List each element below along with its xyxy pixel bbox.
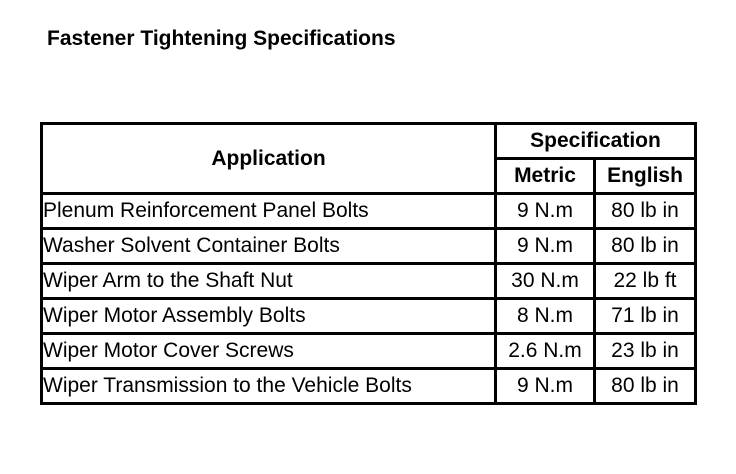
- metric-cell: 2.6 N.m: [496, 334, 595, 369]
- metric-cell: 9 N.m: [496, 229, 595, 264]
- metric-cell: 30 N.m: [496, 264, 595, 299]
- application-cell: Washer Solvent Container Bolts: [42, 229, 496, 264]
- application-cell: Wiper Arm to the Shaft Nut: [42, 264, 496, 299]
- application-cell: Wiper Transmission to the Vehicle Bolts: [42, 369, 496, 404]
- table-row: [42, 194, 696, 229]
- page-title: Fastener Tightening Specifications: [47, 27, 396, 50]
- english-cell: 80 lb in: [595, 229, 696, 264]
- english-cell: 80 lb in: [595, 369, 696, 404]
- table-row: [42, 334, 696, 369]
- table-row: [42, 369, 696, 404]
- english-cell: 80 lb in: [595, 194, 696, 229]
- header-row-top: [42, 124, 696, 159]
- metric-cell: 9 N.m: [496, 194, 595, 229]
- application-cell: Plenum Reinforcement Panel Bolts: [42, 194, 496, 229]
- application-cell: Wiper Motor Cover Screws: [42, 334, 496, 369]
- english-column-header: English: [595, 159, 696, 194]
- specification-column-header: Specification: [496, 124, 696, 159]
- english-cell: 71 lb in: [595, 299, 696, 334]
- metric-cell: 9 N.m: [496, 369, 595, 404]
- table-row: [42, 229, 696, 264]
- table-row: [42, 264, 696, 299]
- fastener-spec-table: [40, 122, 697, 405]
- metric-column-header: Metric: [496, 159, 595, 194]
- english-cell: 23 lb in: [595, 334, 696, 369]
- english-cell: 22 lb ft: [595, 264, 696, 299]
- application-cell: Wiper Motor Assembly Bolts: [42, 299, 496, 334]
- metric-cell: 8 N.m: [496, 299, 595, 334]
- application-column-header: Application: [42, 124, 496, 194]
- table-row: [42, 299, 696, 334]
